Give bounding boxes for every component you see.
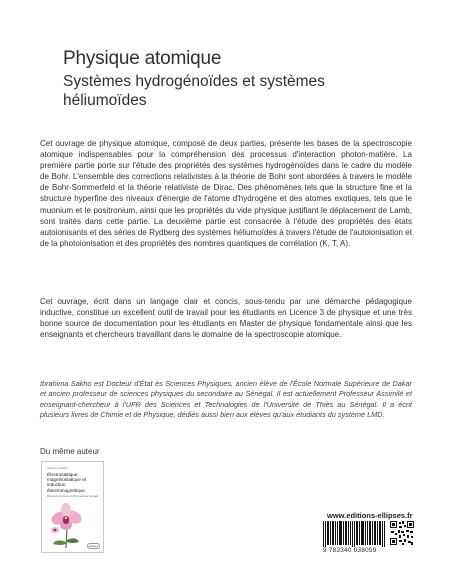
isbn-number: 9 782340 038059	[323, 547, 377, 554]
related-book-author: Ibrahima Sakho	[47, 466, 69, 470]
description-paragraph-1: Cet ouvrage de physique atomique, composé de deux parties, présente les bases de la spectroscopie atomique indispensables pour la compréhension des processus d'interaction photon-matière. La première partie porte sur l'étude des propriétés des systèmes hydrogénoïdes dans le cadre du modèle de Bohr. L'ensemble des corrections relativistes à la théorie de Bohr sont abordées à travers le modèle de Bohr-Sommerfeld et la théorie relativiste de Dirac. Des phénomènes tels que la structure fine et la structure hyperfine des niveaux d'énergie de l'atome d'hydrogène et des atomes exotiques, tels que le muonium et le positronium, ainsi que les propriétés du vide physique justifiant le déplacement de Lamb, sont traités dans cette partie. La deuxième partie est consacrée à l'étude des propriétés des états autoionisants et des séries de Rydberg des systèmes héliumoïdes à travers l'étude de l'autoionisation et de la photoionisation et des propriétés des nombres quantiques de corrélation (K, T, A).	[40, 139, 412, 248]
related-book-publisher-logo: ellipses	[88, 544, 98, 548]
description-paragraph-2: Cet ouvrage, écrit dans un langage clair et concis, sous-tendu par une démarche pédagogique inductive, constitue un excellent outil de travail pour les étudiants en Licence 3 de physique et une très bonne source de documentation pour les étudiants en Master de physique fondamentale ainsi que les enseignants et chercheurs travaillant dans le domaine de la spectroscopie atomique.	[40, 297, 412, 340]
related-book-cover	[41, 461, 104, 553]
related-book-subtitle: Résumés de cours et 136 exercices corrigés	[47, 495, 99, 498]
barcode-icon	[323, 521, 385, 547]
orchid-flower-icon	[46, 502, 86, 548]
same-author-heading: Du même auteur	[40, 447, 100, 456]
author-bio: Ibrahima Sakho est Docteur d'État ès Sciences Physiques, ancien élève de l'École Normale Supérieure de Dakar et ancien professeur de sciences physiques du secondaire au Sénégal. Il est actuellement Professeur Assimilé et enseignant-chercheur à l'UFR des Sciences et Technologies de l'Université de Thiès au Sénégal. Il a écrit plusieurs livres de Chimie et de Physique, dédiés aussi bien aux élèves qu'aux étudiants du système LMD.	[40, 379, 412, 420]
related-book-title: Électrostatique, magnétostatique et induction électromagnétique	[47, 472, 87, 493]
book-subtitle: Systèmes hydrogénoïdes et systèmes héliumoïdes	[63, 73, 325, 109]
qr-code-icon	[390, 521, 414, 545]
publisher-url: www.editions-ellipses.fr	[327, 511, 413, 520]
book-title: Physique atomique	[63, 48, 222, 69]
